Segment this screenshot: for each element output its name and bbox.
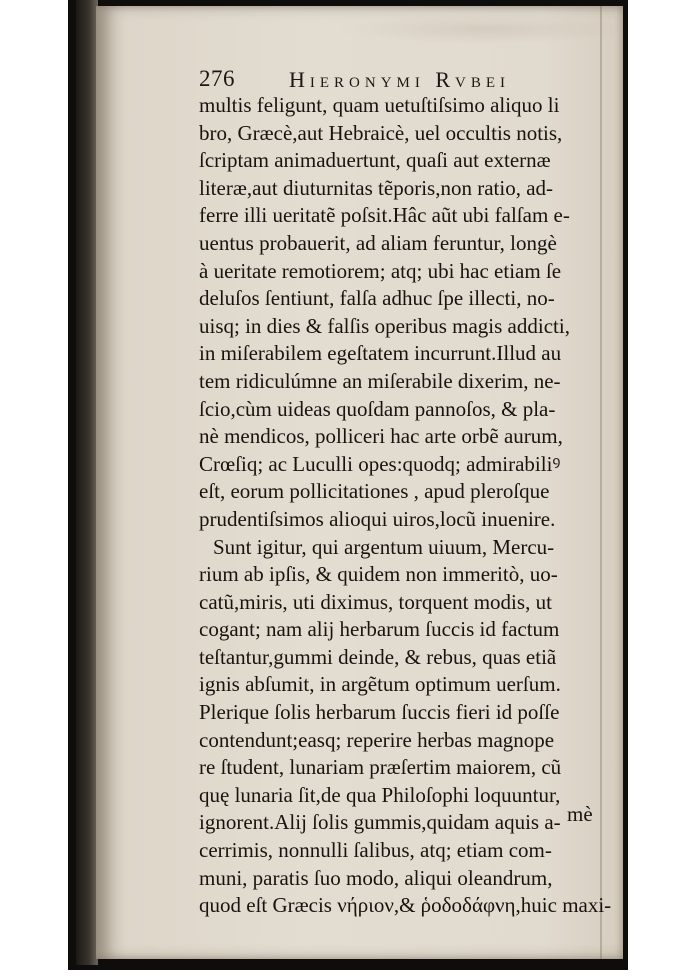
text-line: ferre illi ueritatẽ poſsit.Hâc aũt ubi falſam e- [199,203,570,228]
text-line: nè mendicos, polliceri hac arte orbẽ aurum, [199,424,563,449]
text-line: bro, Græcè,aut Hebraicè, uel occultis notis, [199,120,563,145]
text-line: catũ,miris, uti diximus, torquent modis, ut [199,589,552,614]
text-line: teſtantur,gummi deinde, & rebus, quas etiã [199,644,557,669]
text-line: ſcriptam animaduertunt, quaſi aut externæ [199,148,551,173]
body-text [199,92,612,920]
text-line: cogant; nam alij herbarum ſuccis id factum [199,617,560,642]
text-line: Crœſiq; ac Luculli opes:quodq; admirabiliꝰ [199,451,561,476]
text-line: muni, paratis ſuo modo, aliqui oleandrum, [199,865,553,890]
text-line: ignorent.Alij ſolis gummis,quidam aquis a- [199,810,561,835]
text-line: re ſtudent, lunariam præſertim maiorem, cũ [199,755,562,780]
running-head: Hieronymi Rvbei [289,67,511,92]
page-stain [336,14,636,44]
text-line: quod eſt Græcis νήριον,& ῥοδοδάφνη,huic maxi- [199,893,612,918]
text-line: in miſerabilem egeſtatem incurrunt.Illud au [199,341,562,366]
text-line: rium ab ipſis, & quidem non immeritò, uo- [199,562,558,587]
text-line: Plerique ſolis herbarum ſuccis fieri id poſſe [199,700,560,725]
catchword: mè [567,802,593,826]
text-line: uisq; in dies & falſis operibus magis addicti, [199,313,570,338]
text-line: deluſos ſentiunt, falſa adhuc ſpe illecti, no- [199,286,555,311]
text-line: tem ridiculúmne an miſerabile dixerim, ne- [199,368,561,393]
text-line: ſcio,cùm uideas quoſdam pannoſos, & pla- [199,396,556,421]
text-line: prudentiſsimos alioqui uiros,locũ inuenire. [199,506,556,531]
text-line: à ueritate remotiorem; atq; ubi hac etiam ſe [199,258,562,283]
page-number: 276 [199,66,235,91]
text-line: eſt, eorum pollicitationes , apud pleroſque [199,479,550,504]
text-line: contendunt;easq; reperire herbas magnope [199,727,555,752]
text-line: cerrimis, nonnulli ſalibus, atq; etiam com- [199,838,552,863]
paragraph-start-line: Sunt igitur, qui argentum uiuum, Mercu- [213,534,555,559]
text-line: literæ,aut diuturnitas tẽporis,non ratio, ad- [199,175,554,200]
book-spine-edge [76,0,98,965]
text-line: uentus probauerit, ad aliam feruntur, longè [199,230,557,255]
text-line: ignis abſumit, in argẽtum optimum uerſum. [199,672,561,697]
text-line: quę lunaria ſit,de qua Philoſophi loquuntur, [199,782,561,807]
text-line: multis feligunt, quam uetuſtiſsimo aliquo li [199,93,560,117]
